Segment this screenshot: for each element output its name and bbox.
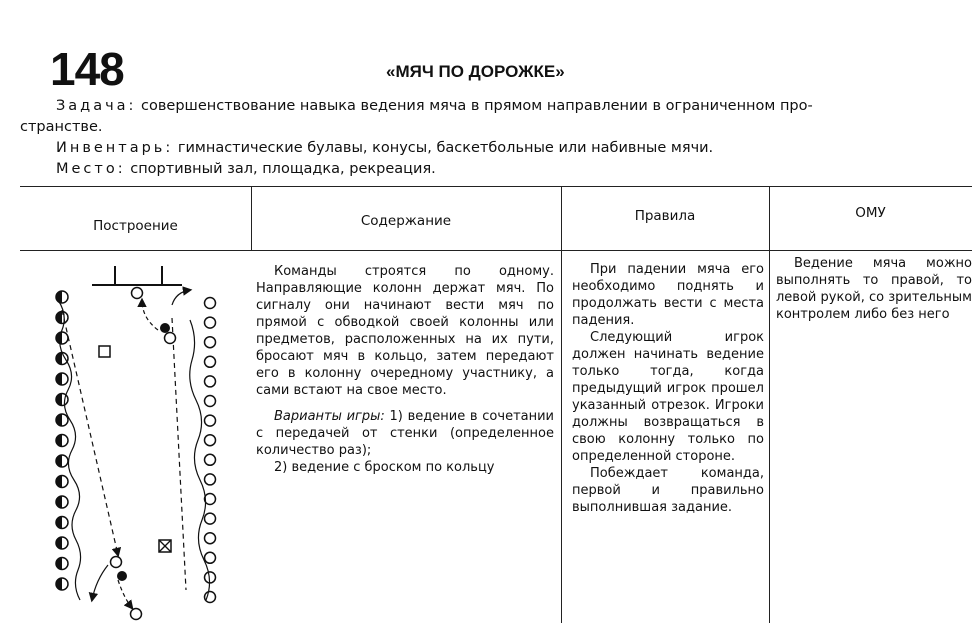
content-paragraph: Команды строятся по одному. Направляющие колонн держат мяч. По сигналу они начинают вести мяч по прямой с обводкой своей колонны или предметов, расположенных на их пути, бросают мяч в кольцо, затем передают его в колонну очередному участнику, а сами встают на свое место. [256, 264, 554, 398]
left-team-column [56, 291, 68, 590]
ball-right-dribbler [160, 323, 170, 333]
right-dribbler [165, 333, 176, 344]
basketball-hoop [92, 266, 182, 285]
task-text: совершенствование навыка ведения мяча в прямом направлении в ограниченном про- [141, 98, 813, 114]
left-team-player [56, 558, 68, 570]
left-team-player [56, 496, 68, 508]
header-rules: Правила [634, 208, 696, 224]
right-team-column [205, 298, 216, 603]
right-team-player [205, 337, 216, 348]
variants-label: Варианты игры: [274, 409, 385, 424]
right-team-player [205, 454, 216, 465]
left-team-player [56, 517, 68, 529]
header-construction: Построение [93, 218, 178, 234]
left-team-player [56, 373, 68, 385]
right-team-player [205, 552, 216, 563]
task-line-cont: странстве. [20, 119, 103, 135]
left-team-player [56, 578, 68, 590]
left-team-player [56, 476, 68, 488]
right-team-player [205, 376, 216, 387]
right-team-player [205, 474, 216, 485]
left-team-player [56, 435, 68, 447]
equipment-label: Инвентарь: [56, 140, 174, 156]
cone-obstacle [99, 346, 110, 357]
exercise-number: 148 [50, 43, 124, 95]
left-team-player [56, 332, 68, 344]
right-team-player [205, 435, 216, 446]
right-team-player [205, 592, 216, 603]
ball-near-hoop [132, 288, 143, 299]
left-pass-arrow [118, 580, 132, 608]
rules-paragraph-3: Побеждает команда, первой и правильно выполнившая задание. [572, 466, 764, 515]
right-return-arrow [172, 290, 190, 305]
variant-2: 2) ведение с броском по кольцу [274, 460, 495, 475]
left-team-player [56, 414, 68, 426]
place-label: Место: [56, 161, 126, 177]
exercise-title: «МЯЧ ПО ДОРОЖКЕ» [386, 62, 565, 81]
club-obstacle [159, 540, 171, 552]
right-team-player [205, 317, 216, 328]
left-team-player [56, 312, 68, 324]
variants-text: 1) ведение в сочетании с передачей от стенки (определенное количество раз); [256, 409, 555, 458]
equipment-text: гимнастические булавы, конусы, баскетбольные или набивные мячи. [177, 140, 714, 156]
omu-paragraph: Ведение мяча можно выполнять то правой, то левой рукой, со зрительным контролем либо без него [776, 256, 972, 322]
right-team-player [205, 533, 216, 544]
passed-player [131, 609, 142, 620]
rules-paragraph-1: При падении мяча его необходимо поднять и продолжать вести с места падения. [572, 262, 764, 328]
place-text: спортивный зал, площадка, рекреация. [130, 161, 436, 177]
right-pass-arrow [142, 300, 158, 330]
left-wavy-path [58, 300, 81, 600]
left-dribbler [111, 557, 122, 568]
right-team-player [205, 356, 216, 367]
right-team-player [205, 415, 216, 426]
left-team-player [56, 353, 68, 365]
header-omu: ОМУ [855, 205, 886, 221]
left-return-arrow [92, 565, 108, 600]
right-team-player [205, 396, 216, 407]
ball-left-dribbler [117, 571, 127, 581]
left-team-player [56, 291, 68, 303]
rules-paragraph-2: Следующий игрок должен начинать ведение только тогда, когда предыдущий игрок прошел указанный отрезок. Игроки должны возвращаться в свою колонну только по определенной стороне. [572, 330, 764, 464]
task-label: Задача: [56, 98, 137, 114]
right-team-player [205, 298, 216, 309]
right-dribble-line [172, 318, 186, 590]
left-team-player [56, 537, 68, 549]
left-team-player [56, 455, 68, 467]
header-content: Содержание [360, 213, 452, 229]
right-team-player [205, 513, 216, 524]
